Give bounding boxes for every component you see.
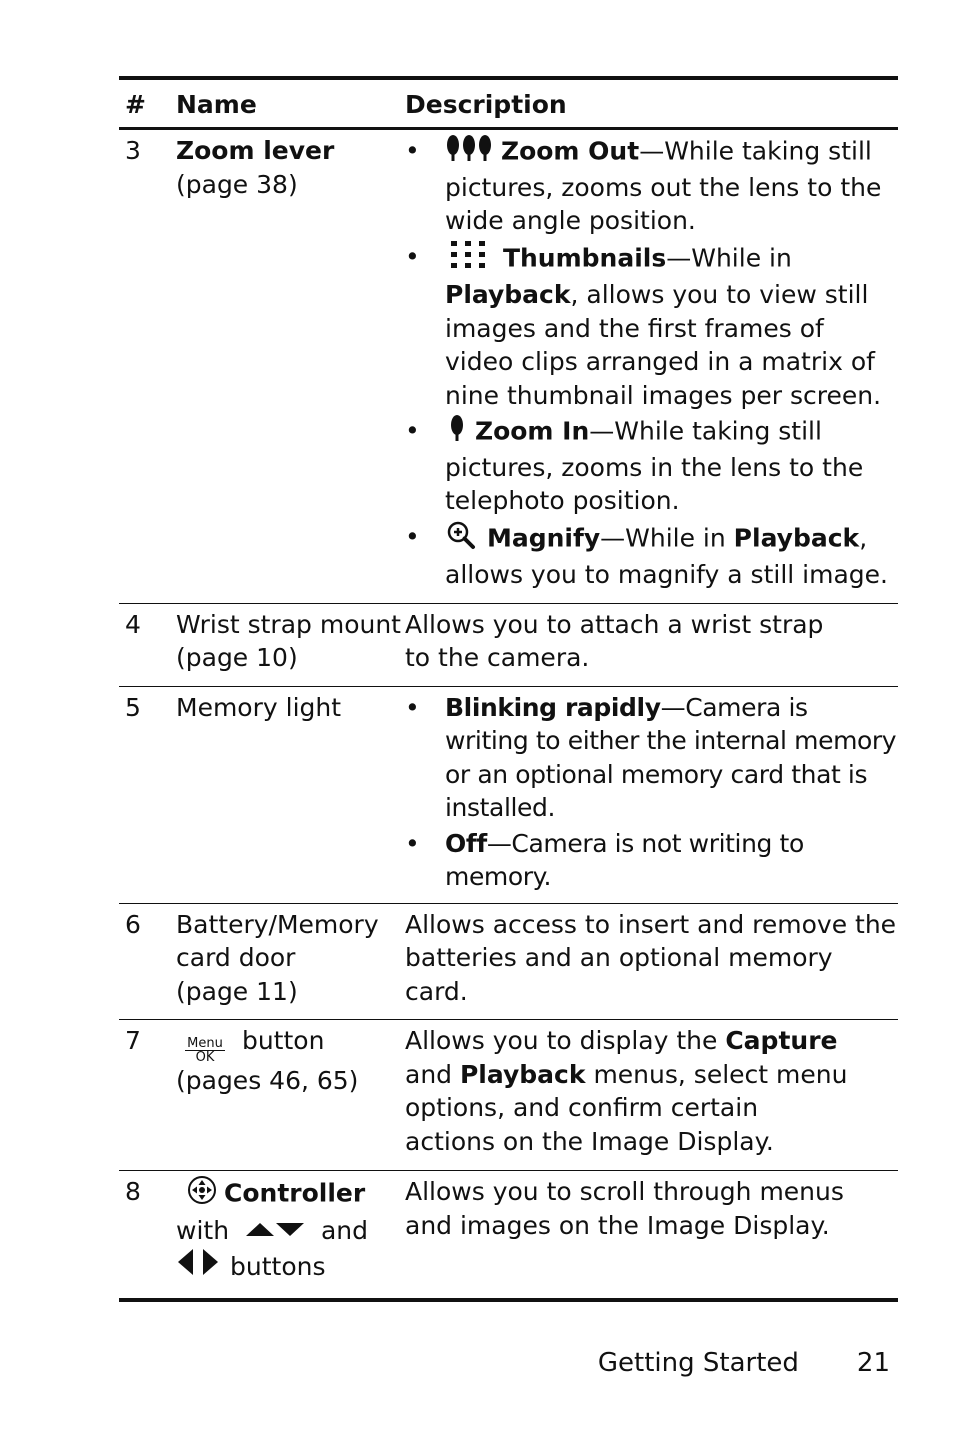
buttons-word: buttons <box>230 1251 326 1281</box>
header-num: # <box>125 89 146 119</box>
zoom-in-term: Zoom In <box>474 416 590 446</box>
row-num: 3 <box>125 136 141 165</box>
blinking-rapidly-text: —Camera is writing to either the internal memory or an optional memory card that is installed. <box>445 692 897 822</box>
thumbnails-text-a: —While in <box>666 242 792 272</box>
thumbnails-term: Thumbnails <box>502 242 667 272</box>
desc-text-b: and <box>405 1059 460 1089</box>
blinking-rapidly-term: Blinking rapidly <box>445 692 661 722</box>
row-name <box>176 1024 405 1158</box>
battery-door-label-1: Battery/Memory <box>176 909 379 939</box>
row-name <box>176 908 405 1009</box>
thumbnails-grid-icon <box>445 240 495 279</box>
row-num: 4 <box>125 609 141 639</box>
table-row <box>119 904 898 1020</box>
zoom-out-term: Zoom Out <box>500 136 640 166</box>
list-item <box>405 134 898 238</box>
zoom-lever-page: (page 38) <box>176 169 298 199</box>
row-num: 5 <box>125 692 141 722</box>
table-bottom-rule <box>119 1298 898 1302</box>
table-row <box>119 1020 898 1170</box>
controller-label: Controller <box>224 1178 366 1208</box>
left-right-arrows-icon <box>176 1247 220 1286</box>
menu-ok-icon <box>176 1037 234 1064</box>
list-item <box>405 240 898 413</box>
playback-term: Playback <box>733 522 860 552</box>
desc-text-c: menus, select menu options, and confirm certain actions on the Image Display. <box>405 1059 848 1156</box>
controller-icon <box>186 1175 218 1214</box>
list-item <box>405 520 898 592</box>
list-item <box>405 691 898 825</box>
row-num: 7 <box>125 1026 141 1055</box>
magnify-term: Magnify <box>486 522 601 552</box>
header-description: Description <box>405 89 567 119</box>
magnify-icon <box>445 520 479 559</box>
zoom-out-trees-icon <box>445 134 493 171</box>
playback-term: Playback <box>459 1059 586 1089</box>
menu-icon-bottom: OK <box>195 1050 215 1065</box>
battery-door-label-2: card door <box>176 943 296 972</box>
page-footer <box>598 1348 890 1378</box>
and-word: and <box>320 1215 368 1245</box>
row-description: Allows you to scroll through menus and images on the Image Display. <box>405 1177 844 1240</box>
menu-button-label: button <box>241 1026 325 1055</box>
capture-term: Capture <box>725 1026 838 1055</box>
table-row <box>119 687 898 903</box>
battery-door-page: (page 11) <box>176 976 298 1006</box>
zoom-out-text: —While taking still pictures, zooms out the lens to the wide angle position. <box>445 136 882 235</box>
row-num: 8 <box>125 1177 141 1206</box>
zoom-in-tree-icon <box>445 414 467 451</box>
table-header <box>119 80 898 127</box>
list-item <box>405 827 898 894</box>
with-word: with <box>176 1215 230 1245</box>
magnify-text-b: , allows you to magnify a still image. <box>445 522 888 589</box>
off-text: —Camera is not writing to memory. <box>445 828 804 891</box>
row-description <box>405 134 898 592</box>
up-down-arrows-icon <box>244 1214 306 1248</box>
row-name <box>176 608 405 675</box>
list-item <box>405 414 898 518</box>
table-row <box>119 1171 898 1298</box>
row-description: Allows access to insert and remove the batteries and an optional memory card. <box>405 909 897 1006</box>
menu-button-pages: (pages 46, 65) <box>176 1066 359 1095</box>
row-name <box>176 134 405 592</box>
wrist-strap-page: (page 10) <box>176 643 298 672</box>
row-description <box>405 1024 898 1158</box>
spec-table <box>119 76 898 1302</box>
thumbnails-text-b: , allows you to view still images and the first frames of video clips arranged in a matrix of nine thumbnail images per screen. <box>445 280 882 410</box>
playback-term: Playback <box>445 280 571 309</box>
header-name: Name <box>176 89 257 119</box>
row-name: Memory light <box>176 692 342 722</box>
zoom-lever-label: Zoom lever <box>176 136 335 165</box>
off-term: Off <box>445 828 487 858</box>
zoom-in-text: —While taking still pictures, zooms in the lens to the telephoto position. <box>445 416 864 515</box>
row-name <box>176 1175 405 1286</box>
menu-icon-top: Menu <box>187 1036 223 1051</box>
magnify-text-a: —While in <box>600 522 734 552</box>
wrist-strap-label: Wrist strap mount <box>176 609 401 639</box>
row-description <box>405 691 898 894</box>
table-row <box>119 604 898 686</box>
table-row <box>119 130 898 603</box>
footer-section: Getting Started <box>597 1348 799 1378</box>
row-num: 6 <box>125 909 141 939</box>
row-description: Allows you to attach a wrist strap to the camera. <box>405 609 824 672</box>
page-number: 21 <box>856 1348 890 1378</box>
desc-text-a: Allows you to display the <box>405 1026 726 1055</box>
